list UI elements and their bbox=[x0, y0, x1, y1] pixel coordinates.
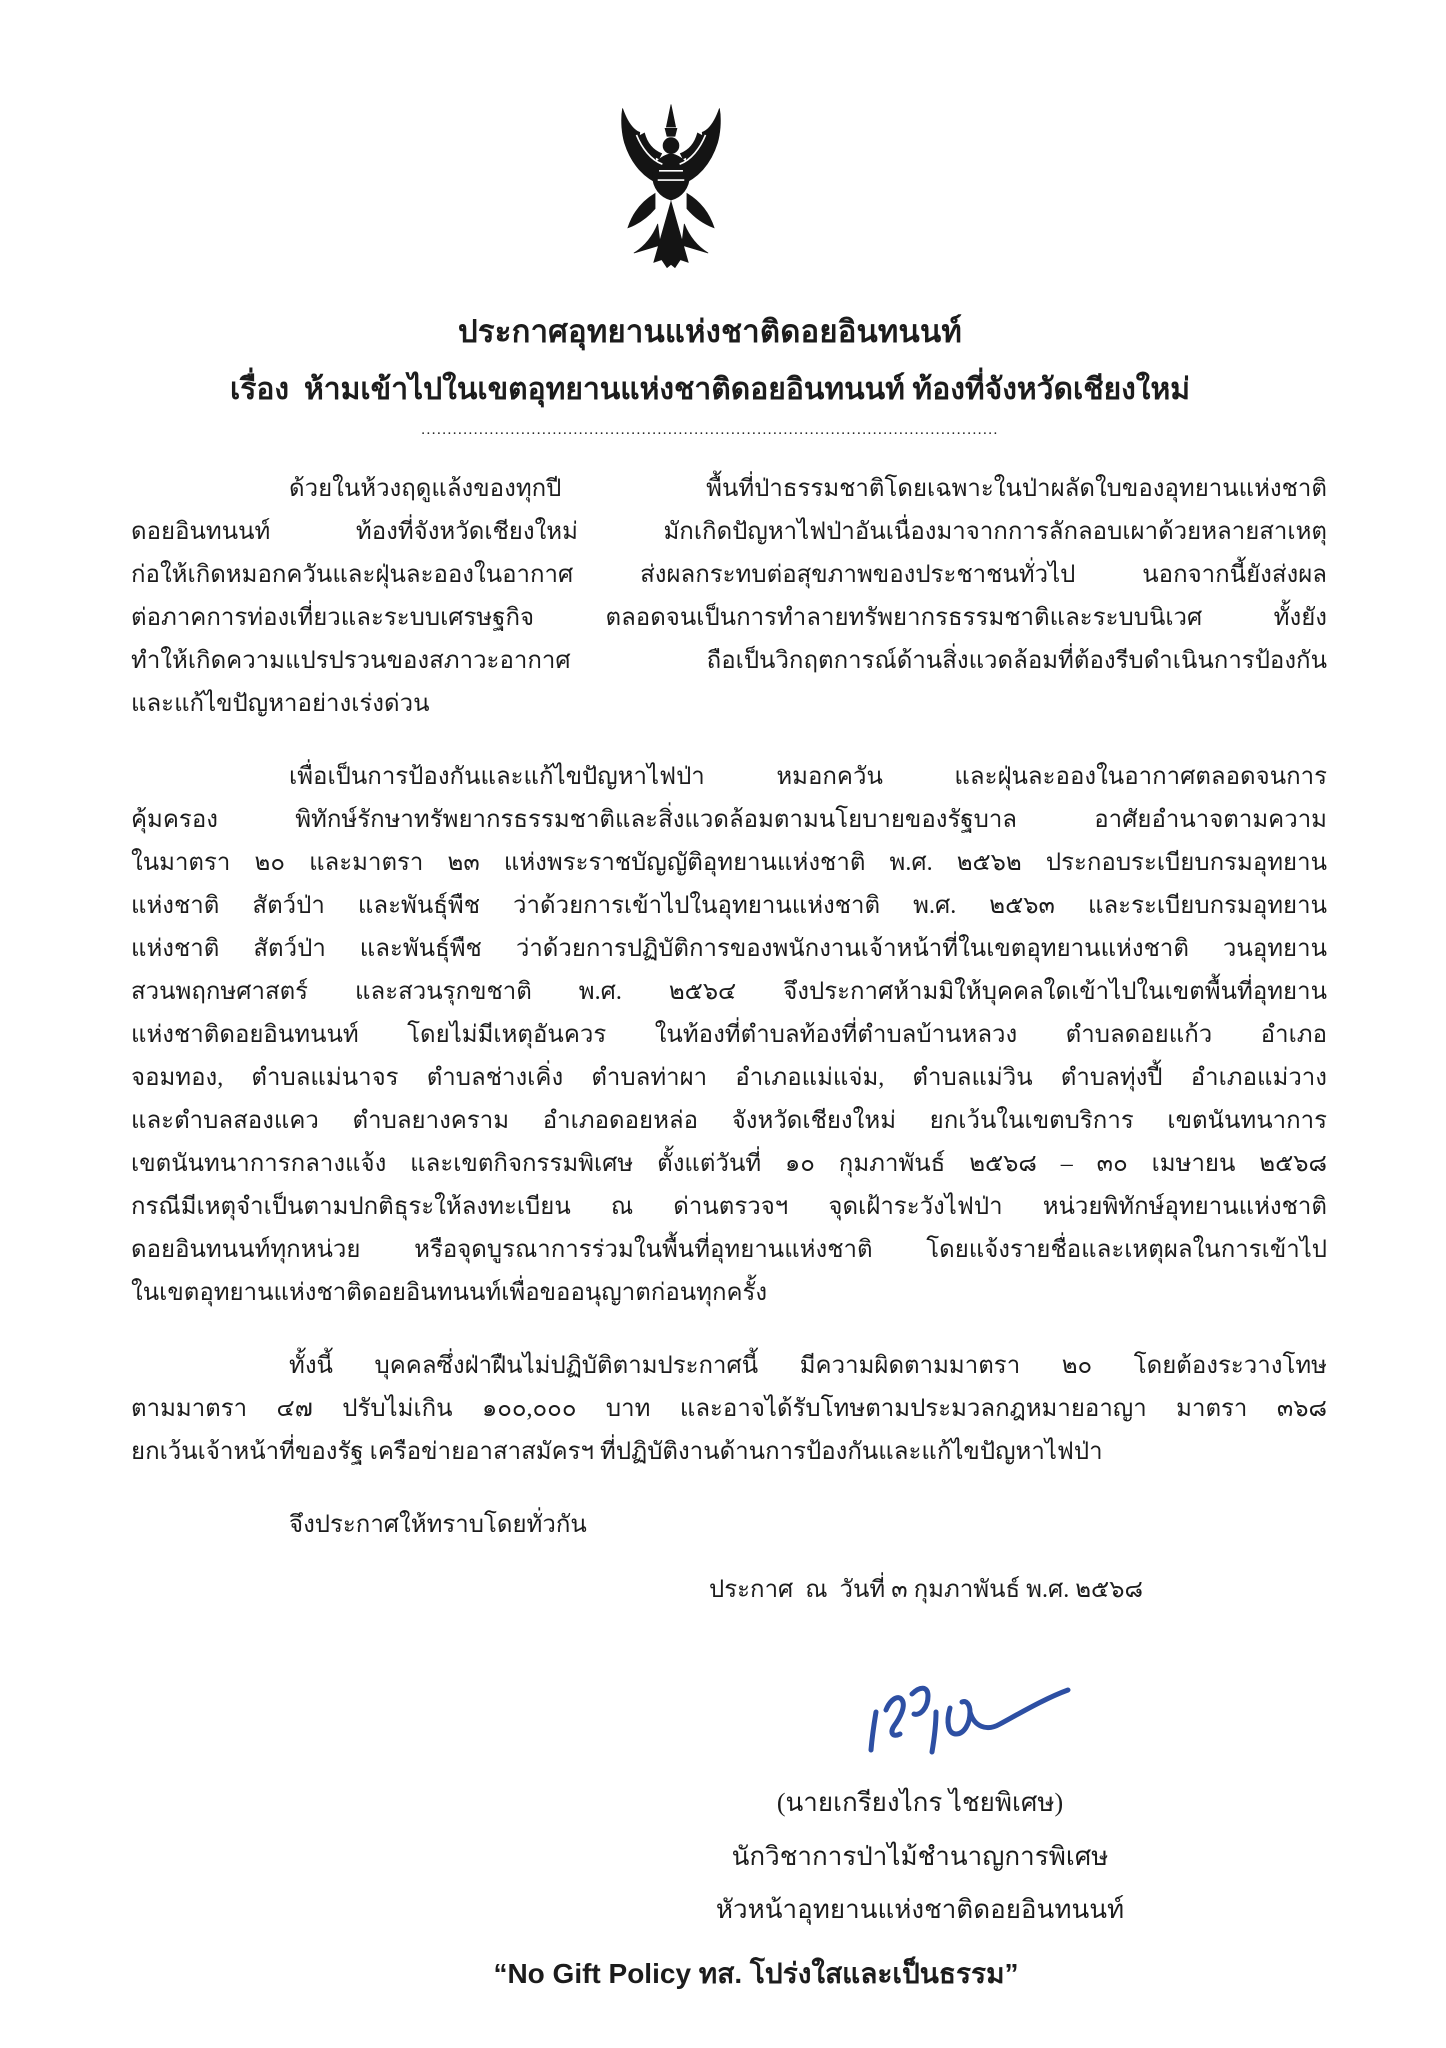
paragraph-line: ยกเว้นเจ้าหน้าที่ของรัฐ เครือข่ายอาสาสมัครฯ ที่ปฏิบัติงานด้านการป้องกันและแก้ไขปัญหาไฟป่า bbox=[131, 1439, 1103, 1465]
paragraph-line: แห่งชาติ สัตว์ป่า และพันธุ์พืช ว่าด้วยการปฏิบัติการของพนักงานเจ้าหน้าที่ในเขตอุทยานแห่งชาติ วนอุทยาน bbox=[131, 936, 1327, 962]
signer-title: หัวหน้าอุทยานแห่งชาติดอยอินทนนท์ bbox=[715, 1895, 1125, 1924]
document-header bbox=[0, 306, 1420, 438]
paragraph-line: ดอยอินทนนท์ทุกหน่วย หรือจุดบูรณาการร่วมในพื้นที่อุทยานแห่งชาติ โดยแจ้งรายชื่อและเหตุผลในการเข้าไป bbox=[131, 1237, 1327, 1263]
paragraph-line: แห่งชาติดอยอินทนนท์ โดยไม่มีเหตุอันควร ในท้องที่ตำบลท้องที่ตำบลบ้านหลวง ตำบลดอยแก้ว อำเภอ bbox=[131, 1022, 1327, 1048]
closing-statement: จึงประกาศให้ทราบโดยทั่วกัน bbox=[289, 1512, 587, 1538]
paragraph-line: เขตนันทนาการกลางแจ้ง และเขตกิจกรรมพิเศษ ตั้งแต่วันที่ ๑๐ กุมภาพันธ์ ๒๕๖๘ – ๓๐ เมษายน ๒๕๖๘ bbox=[131, 1151, 1327, 1177]
paragraph-line: เพื่อเป็นการป้องกันและแก้ไขปัญหาไฟป่า หมอกควัน และฝุ่นละอองในอากาศตลอดจนการ bbox=[289, 764, 1327, 790]
paragraph-line: ในเขตอุทยานแห่งชาติดอยอินทนนท์เพื่อขออนุญาตก่อนทุกครั้ง bbox=[131, 1280, 768, 1306]
paragraph-line: ก่อให้เกิดหมอกควันและฝุ่นละอองในอากาศ ส่งผลกระทบต่อสุขภาพของประชาชนทั่วไป นอกจากนี้ยังส่งผล bbox=[131, 562, 1327, 588]
paragraph bbox=[131, 1345, 1327, 1474]
date-line: ประกาศ ณ วันที่ ๓ กุมภาพันธ์ พ.ศ. ๒๕๖๘ bbox=[709, 1577, 1143, 1603]
signature-ink bbox=[862, 1668, 1076, 1764]
paragraph-line: และตำบลสองแคว ตำบลยางคราม อำเภอดอยหล่อ จังหวัดเชียงใหม่ ยกเว้นในเขตบริการ เขตนันทนาการ bbox=[131, 1108, 1327, 1134]
document-subject: เรื่อง ห้ามเข้าไปในเขตอุทยานแห่งชาติดอยอินทนนท์ ท้องที่จังหวัดเชียงใหม่ bbox=[230, 373, 1190, 406]
signer-position: นักวิชาการป่าไม้ชำนาญการพิเศษ bbox=[731, 1842, 1109, 1871]
paragraph-line: ในมาตรา ๒๐ และมาตรา ๒๓ แห่งพระราชบัญญัติอุทยานแห่งชาติ พ.ศ. ๒๕๖๒ ประกอบระเบียบกรมอุทยาน bbox=[131, 850, 1327, 876]
paragraph-line: และแก้ไขปัญหาอย่างเร่งด่วน bbox=[131, 691, 430, 717]
paragraph bbox=[131, 468, 1327, 726]
paragraph-line: แห่งชาติ สัตว์ป่า และพันธุ์พืช ว่าด้วยการเข้าไปในอุทยานแห่งชาติ พ.ศ. ๒๕๖๓ และระเบียบกรมอุทยาน bbox=[131, 893, 1327, 919]
divider-dots: .............................................................................................................. bbox=[421, 422, 999, 438]
paragraph-line: สวนพฤกษศาสตร์ และสวนรุกขชาติ พ.ศ. ๒๕๖๔ จึงประกาศห้ามมิให้บุคคลใดเข้าไปในเขตพื้นที่อุทยาน bbox=[131, 979, 1327, 1005]
paragraph-line: ทำให้เกิดความแปรปรวนของสภาวะอากาศ ถือเป็นวิกฤตการณ์ด้านสิ่งแวดล้อมที่ต้องรีบดำเนินการป้องกัน bbox=[131, 648, 1327, 674]
no-gift-policy-footer: “No Gift Policy ทส. โปร่งใสและเป็นธรรม” bbox=[493, 1958, 1019, 1989]
paragraph-line: คุ้มครอง พิทักษ์รักษาทรัพยากรธรรมชาติและสิ่งแวดล้อมตามนโยบายของรัฐบาล อาศัยอำนาจตามความ bbox=[131, 807, 1327, 833]
garuda-emblem-icon bbox=[598, 96, 744, 304]
paragraph-line: ทั้งนี้ บุคคลซึ่งฝ่าฝืนไม่ปฏิบัติตามประกาศนี้ มีความผิดตามมาตรา ๒๐ โดยต้องระวางโทษ bbox=[289, 1353, 1327, 1379]
paragraph-line: ตามมาตรา ๔๗ ปรับไม่เกิน ๑๐๐,๐๐๐ บาท และอาจได้รับโทษตามประมวลกฎหมายอาญา มาตรา ๓๖๘ bbox=[131, 1396, 1327, 1422]
paragraph-line: ดอยอินทนนท์ ท้องที่จังหวัดเชียงใหม่ มักเกิดปัญหาไฟป่าอันเนื่องมาจากการลักลอบเผาด้วยหลายสาเหตุ bbox=[131, 519, 1327, 545]
document-body bbox=[131, 468, 1327, 1612]
document-title: ประกาศอุทยานแห่งชาติดอยอินทนนท์ bbox=[458, 314, 962, 349]
paragraph-line: ต่อภาคการท่องเที่ยวและระบบเศรษฐกิจ ตลอดจนเป็นการทำลายทรัพยากรธรรมชาติและระบบนิเวศ ทั้งยัง bbox=[131, 605, 1327, 631]
signer-name: (นายเกรียงไกร ไชยพิเศษ) bbox=[776, 1788, 1064, 1817]
paragraph-line: ด้วยในห้วงฤดูแล้งของทุกปี พื้นที่ป่าธรรมชาติโดยเฉพาะในป่าผลัดใบของอุทยานแห่งชาติ bbox=[289, 476, 1327, 502]
paragraph-line: กรณีมีเหตุจำเป็นตามปกติธุระให้ลงทะเบียน ณ ด่านตรวจฯ จุดเฝ้าระวังไฟป่า หน่วยพิทักษ์อุทยานแห่งชาติ bbox=[131, 1194, 1327, 1220]
paragraph-line: จอมทอง, ตำบลแม่นาจร ตำบลช่างเคิ่ง ตำบลท่าผา อำเภอแม่แจ่ม, ตำบลแม่วิน ตำบลทุ่งปี้ อำเภอแม่วาง bbox=[131, 1065, 1327, 1091]
paragraph bbox=[131, 756, 1327, 1315]
